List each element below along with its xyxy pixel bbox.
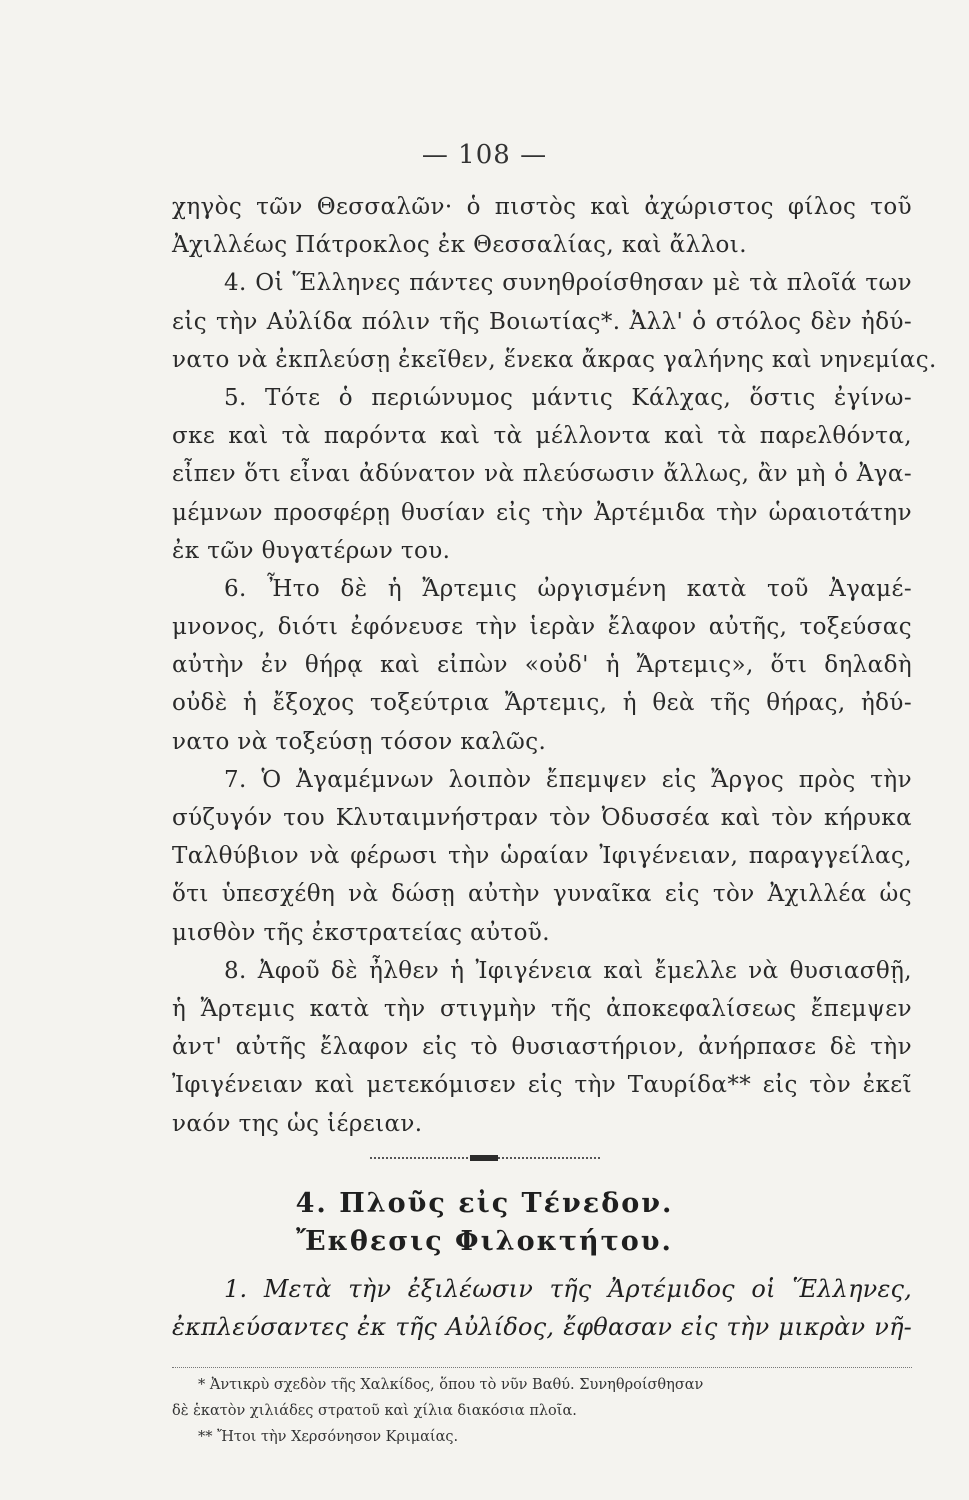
text-line: αὐτὴν ἐν θήρᾳ καὶ εἰπὼν «οὐδ' ἡ Ἄρτεμις», ὅτι δηλαδὴ [172,652,912,679]
italic-text-line: ἐκπλεύσαντες ἐκ τῆς Αὐλίδος, ἔφθασαν εἰς τὴν μικρὰν νῆ- [172,1313,912,1342]
italic-text-line: 1. Μετὰ τὴν ἐξιλέωσιν τῆς Ἀρτέμιδος οἱ Ἕλληνες, [224,1275,912,1303]
footnotes [172,1372,912,1450]
paragraph-5-start: 5. Τότε ὁ περιώνυμος μάντις Κάλχας, ὅστις ἐγίνω- [224,384,912,411]
page-number: — 108 — [421,140,548,170]
text-line: ἀντ' αὐτῆς ἔλαφον εἰς τὸ θυσιαστήριον, ἀνήρπασε δὲ τὴν [172,1034,912,1061]
text-line: νατο νὰ τοξεύσῃ τόσον καλῶς. [172,728,547,755]
text-line: οὐδὲ ἡ ἔξοχος τοξεύτρια Ἄρτεμις, ἡ θεὰ τῆς θήρας, ἠδύ- [172,690,912,717]
text-line: εἰς τὴν Αὐλίδα πόλιν τῆς Βοιωτίας*. Ἀλλ' ὁ στόλος δὲν ἠδύ- [172,308,912,335]
text-line: Ἀχιλλέως Πάτροκλος ἐκ Θεσσαλίας, καὶ ἄλλοι. [172,232,747,259]
text-line: Ἰφιγένειαν καὶ μετεκόμισεν εἰς τὴν Ταυρίδα** εἰς τὸν ἐκεῖ [172,1072,912,1099]
text-line: χηγὸς τῶν Θεσσαλῶν· ὁ πιστὸς καὶ ἀχώριστος φίλος τοῦ [172,194,912,220]
section-subtitle: Ἔκθεσις Φιλοκτήτου. [296,1226,673,1257]
text-line: σύζυγόν του Κλυταιμνήστραν τὸν Ὀδυσσέα καὶ τὸν κήρυκα [172,805,912,831]
text-line: ἡ Ἄρτεμις κατὰ τὴν στιγμὴν τῆς ἀποκεφαλίσεως ἔπεμψεν [172,995,912,1022]
section-separator [370,1157,600,1159]
paragraph-6-start: 6. Ἦτο δὲ ἡ Ἄρτεμις ὠργισμένη κατὰ τοῦ Ἀγαμέ- [224,575,912,602]
text-line: ἐκ τῶν θυγατέρων του. [172,537,451,564]
separator-dash [470,1155,498,1161]
section-body [172,1270,912,1346]
footnote-divider [172,1367,912,1368]
paragraph-4-start: 4. Οἱ Ἕλληνες πάντες συνηθροίσθησαν μὲ τὰ πλοῖά των [224,270,912,297]
paragraph-7-start: 7. Ὁ Ἀγαμέμνων λοιπὸν ἔπεμψεν εἰς Ἄργος πρὸς τὴν [224,766,912,793]
text-line: Ταλθύβιον νὰ φέρωσι τὴν ὡραίαν Ἰφιγένειαν, παραγγείλας, [172,843,912,870]
text-line: νατο νὰ ἐκπλεύσῃ ἐκεῖθεν, ἕνεκα ἄκρας γαλήνης καὶ νηνεμίας. [172,346,937,373]
footnote-1: * Ἀντικρὺ σχεδὸν τῆς Χαλκίδος, ὅπου τὸ νῦν Βαθύ. Συνηθροίσθησαν [198,1377,704,1393]
paragraph-8-start: 8. Ἀφοῦ δὲ ἦλθεν ἡ Ἰφιγένεια καὶ ἔμελλε νὰ θυσιασθῇ, [224,957,912,984]
text-line: ὅτι ὑπεσχέθη νὰ δώσῃ αὐτὴν γυναῖκα εἰς τὸν Ἀχιλλέα ὡς [172,881,912,908]
footnote-1-continued: δὲ ἑκατὸν χιλιάδες στρατοῦ καὶ χίλια διακόσια πλοῖα. [172,1403,577,1419]
text-line: μέμνων προσφέρῃ θυσίαν εἰς τὴν Ἀρτέμιδα τὴν ὡραιοτάτην [172,499,912,526]
text-line: ναόν της ὡς ἱέρειαν. [172,1110,423,1137]
text-line: σκε καὶ τὰ παρόντα καὶ τὰ μέλλοντα καὶ τὰ παρελθόντα, [172,423,912,450]
footnote-2: ** Ἤτοι τὴν Χερσόνησον Κριμαίας. [198,1429,459,1445]
section-title: 4. Πλοῦς εἰς Τένεδον. [295,1188,674,1219]
body-text [172,188,937,1143]
text-line: μισθὸν τῆς ἐκστρατείας αὐτοῦ. [172,919,550,946]
text-line: μνονος, διότι ἐφόνευσε τὴν ἱερὰν ἔλαφον αὐτῆς, τοξεύσας [172,614,912,641]
text-line: εἶπεν ὅτι εἶναι ἀδύνατον νὰ πλεύσωσιν ἄλλως, ἂν μὴ ὁ Ἀγα- [172,461,912,488]
